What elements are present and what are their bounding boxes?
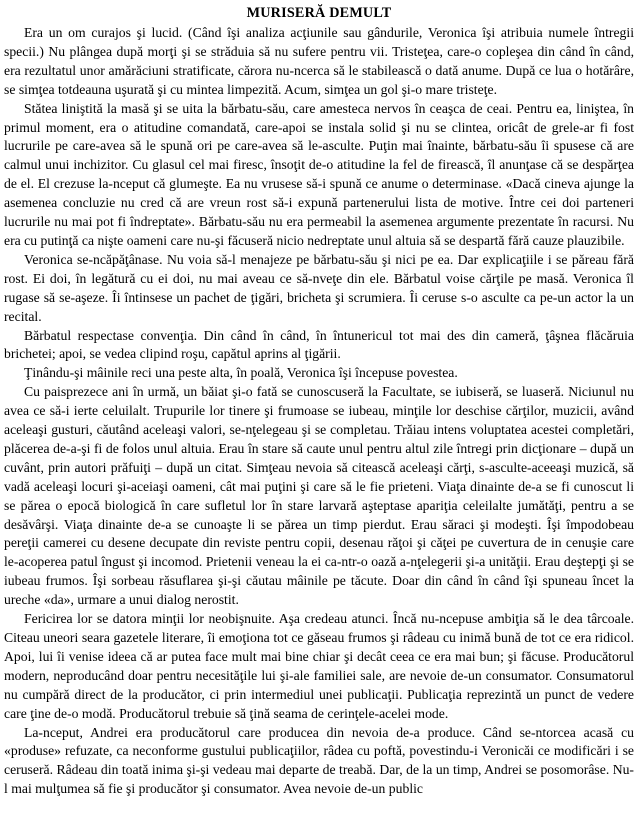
paragraph-5: Ţinându-şi mâinile reci una peste alta, în poală, Veronica îşi începuse povestea. [24, 365, 458, 381]
paragraph-1: Era un om curajos şi lucid. (Când îşi analiza acţiunile sau gândurile, Veronica îşi atribuia numele întregii specii.) Nu plângea după morţi şi se străduia să nu sufere pentru vii. Tristeţea, care-o copleşea din când în când, era rezultatul unor amărăciuni stratificate, cărora nu-ncerca să le stabilească o dată anume. După ce lua o hotărâre, se simţea totdeauna uşurată şi cu mintea limpezită. Acum, simţea un gol şi-o mare tristeţe. [4, 25, 634, 97]
paragraph-2: Stătea liniştită la masă şi se uita la bărbatu-său, care amesteca nervos în ceaşca de ceai. Pentru ea, liniştea, în primul moment, era o atitudine comandată, care-apoi se instala solid şi nu se clintea, oricât de grele-ar fi fost lucrurile pe care-avea să le spună ori pe care-avea să le-asculte. Puţin mai înainte, bărbatu-său îi spusese că are calmul unui inchizitor. Cu glasul cel mai firesc, însoţit de-o atitudine la fel de firească, îl anunţase că se despărţea de el. El crezuse la-nceput că glumeşte. Ea nu vrusese să-i spună ce anume o determinase. «Dacă cineva ajunge la asemenea concluzie nu cred că are vreun rost să-i expună partenerului lista de motive. Între cei doi parteneri lucrurile nu mai pot fi îndreptate». Bărbatu-său nu era permeabil la asemenea argumente prezentate în racursi. Nu era cu putinţă ca nişte oameni care nu-şi făcuseră nicio nedreptate unul altuia să se despartă fără cauze plauzibile. [4, 100, 634, 248]
paragraph-4: Bărbatul respectase convenţia. Din când în când, în întunericul tot mai des din cameră, ţâşnea flăcăruia brichetei; apoi, se vedea clipind roşu, capătul aprins al ţigării. [4, 327, 634, 362]
paragraph-3: Veronica se-ncăpăţânase. Nu voia să-l menajeze pe bărbatu-său şi nici pe ea. Dar explicaţiile i se păreau fără rost. Ei doi, în legătură cu ei doi, nu mai aveau ce să-nveţe din ele. Bărbatul voise cărţile pe masă. Veronica îl rugase să se-aşeze. Îi întinsese un pachet de ţigări, bricheta şi scrumiera. Îi ceruse s-o asculte ca pe-un actor la un recital. [4, 251, 634, 324]
paragraph-6: Cu paisprezece ani în urmă, un băiat şi-o fată se cunoscuseră la Facultate, se iubiseră, se luaseră. Niciunul nu avea ce să-i ierte celuilalt. Trupurile lor tinere şi frumoase se iubeau, minţile lor deschise cărţilor, muzicii, având aceleaşi gusturi, căutând aceleaşi valori, se-nţelegeau şi se completau. Trăiau intens voluptatea acestei completări, plăcerea de-a-şi fi de folos unul altuia. Erau în stare să caute unul pentru altul zile întregi prin dicţionare – după un cuvânt, prin autori prăfuiţi – după un citat. Simţeau nevoia să citească aceleaşi cărţi, s-asculte-aceeaşi muzică, să vadă aceleaşi locuri şi-aceiaşi oameni, cât mai puţini şi care să le fie prieteni. Viaţa dinainte de-a se fi cunoscut li se părea o epocă biologică în care sufletul lor în stare larvară aşteptase apariţia celeilalte jumătăţi, pentru a se desăvârşi. Viaţa dinainte de-a se cunoaşte li se părea un timp pierdut. Erau săraci şi modeşti. Îşi împodobeau pereţii camerei cu desene decupate din reviste pentru copii, desenau răţoi şi căţei pe cuvertura de in cenuşie care le-acoperea patul îngust şi incomod. Prietenii veneau la ei ca-ntr-o oază a-nţelegerii şi-a unităţii. Erau deştepţi şi se iubeau frumos. Îşi sorbeau răsuflarea şi-şi căutau mâinile pe tăcute. Doar din când în când îşi spuneau încet la ureche «da», urmare a unui dialog nerostit. [4, 384, 634, 608]
paragraph-8: La-nceput, Andrei era producătorul care producea din nevoia de-a produce. Când se-ntorcea acasă cu «produse» refuzate, ca neconforme gustului publicaţiilor, râdea cu poftă, povestindu-i Veronicăi ce modificări i se ceruseră. Râdeau din toată inima şi-şi vedeau mai departe de treabă. Dar, de la un timp, Andrei se posomorâse. Nu-l mai mulţumea să fie şi producător şi consumator. Avea nevoie de-un public [4, 724, 634, 797]
document-title: MURISERĂ DEMULT [246, 5, 392, 21]
paragraph-7: Fericirea lor se datora minţii lor neobişnuite. Aşa credeau atunci. Încă nu-ncepuse ambiţia să le dea târcoale. Citeau uneori seara gazetele literare, îi emoţiona tot ce găseau frumos şi râdeau cu inimă bună de tot ce era ridicol. Apoi, lui îi venise ideea că ar putea face mult mai bine chiar şi decât ceea ce era mai bun; şi făcuse. Producătorul modern, neproducând doar pentru necesităţile lui şi-ale familiei sale, are nevoie de-un consumator. Consumatorul nu cumpără direct de la producător, ci prin intermediul unei publicaţii. Publicaţia reprezintă un punct de vedere care ţine de-o modă. Producătorul trebuie să ţină seama de cerinţele-acelei mode. [4, 611, 634, 721]
